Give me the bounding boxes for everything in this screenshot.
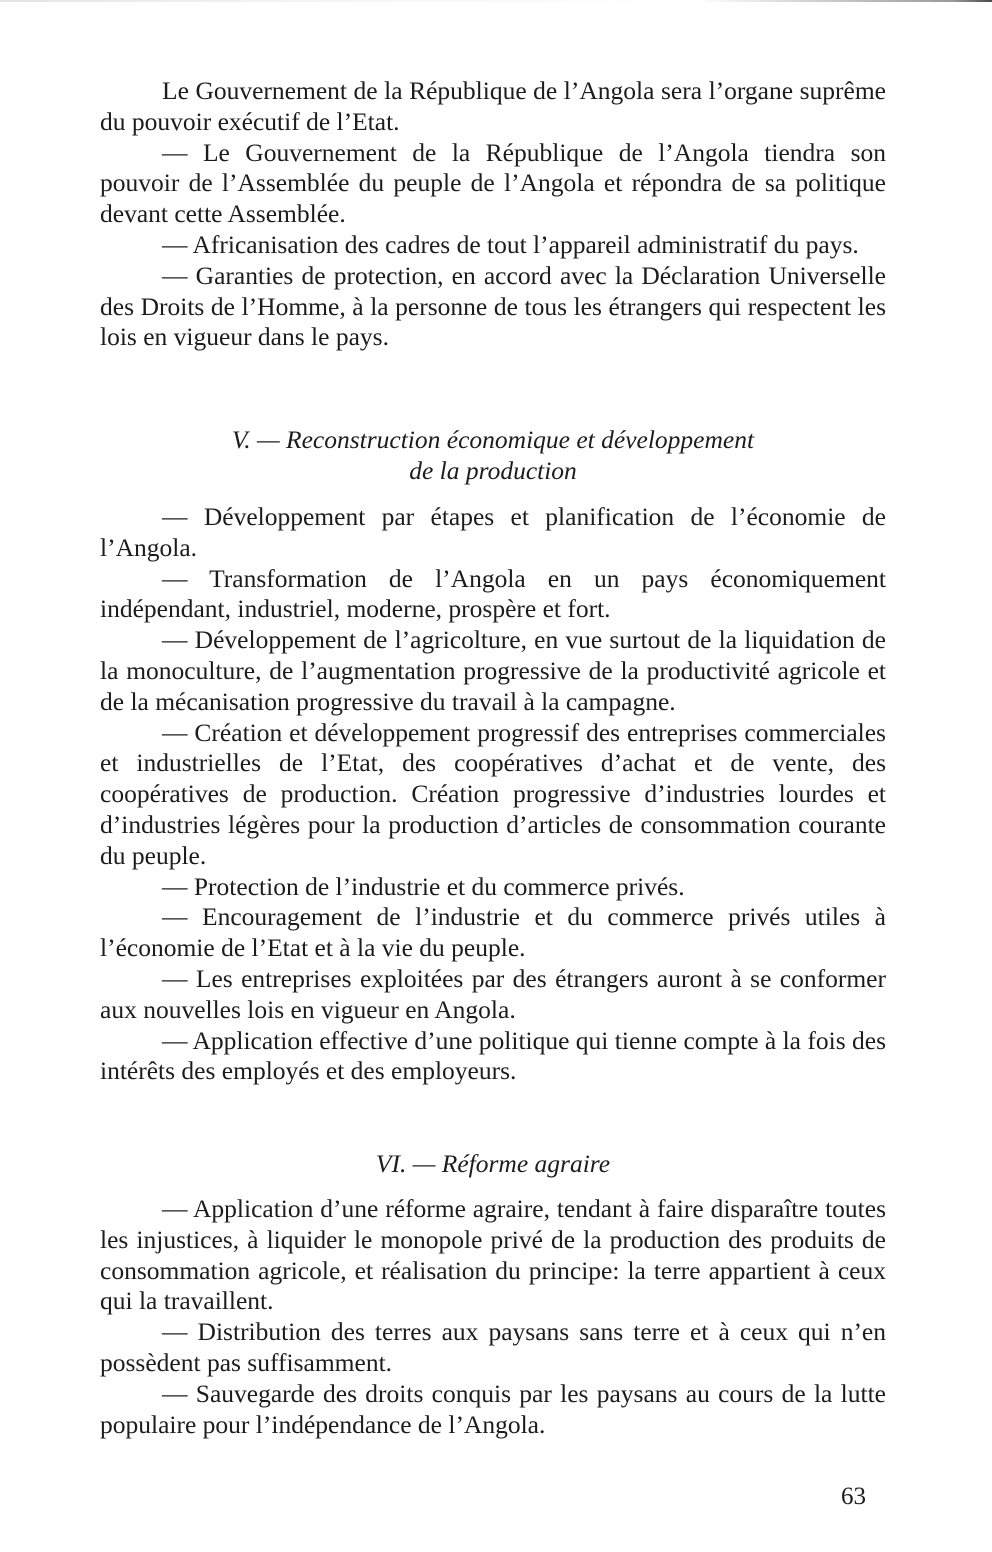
paragraph: — Transformation de l’Angola en un pays économiquement indépendant, industriel, moderne, prospère et fort. [100,563,886,624]
section-vi-heading [100,1148,886,1179]
paragraph: — Sauvegarde des droits conquis par les paysans au cours de la lutte populaire pour l’indépendance de l’Angola. [100,1378,886,1439]
paragraph: — Garanties de protection, en accord avec la Déclaration Universelle des Droits de l’Homme, à la personne de tous les étrangers qui respectent les lois en vigueur dans le pays. [100,260,886,352]
section-vi-heading-text: VI. — Réforme agraire [375,1149,611,1178]
paragraph: — Les entreprises exploitées par des étrangers auront à se conformer aux nouvelles lois en vigueur en Angola. [100,963,886,1024]
page-number: 63 [841,1483,866,1510]
paragraph: — Création et développement progressif des entreprises commerciales et industrielles de l’Etat, des coopératives d’achat et de vente, des coopératives de production. Création progressive d’industries lourdes et d’industries légères pour la production d’articles de consommation courante du peuple. [100,717,886,870]
paragraph: — Développement par étapes et planification de l’économie de l’Angola. [100,502,886,562]
paragraph: — Application d’une réforme agraire, tendant à faire disparaître toutes les injustices, à liquider le monopole privé de la production des produits de consommation agricole, et réalisation du principe: la terre appartient à ceux qui la travaillent. [100,1194,886,1316]
paragraph: — Application effective d’une politique qui tienne compte à la fois des intérêts des employés et des employeurs. [100,1025,886,1086]
section-v-heading-line1: V. — Reconstruction économique et développement [231,425,755,454]
section-vi-body [100,1194,886,1440]
paragraph: — Le Gouvernement de la République de l’Angola tiendra son pouvoir de l’Assemblée du peuple de l’Angola et répondra de sa politique devant cette Assemblée. [100,137,886,229]
section-v-heading-line2: de la production [409,456,577,485]
scan-edge [0,0,992,2]
paragraph: — Développement de l’agricolture, en vue surtout de la liquidation de la monoculture, de l’augmentation progressive de la productivité agricole et de la mécanisation progressive du travail à la campagne. [100,625,886,716]
section-v-body [100,502,886,1087]
intro-section [100,76,886,353]
section-v-heading [100,424,886,486]
paragraph: — Distribution des terres aux paysans sans terre et à ceux qui n’en possèdent pas suffisamment. [100,1317,886,1377]
paragraph: — Encouragement de l’industrie et du commerce privés utiles à l’économie de l’Etat et à la vie du peuple. [100,902,886,963]
paragraph: — Protection de l’industrie et du commerce privés. [162,871,685,901]
paragraph: Le Gouvernement de la République de l’Angola sera l’organe suprême du pouvoir exécutif de l’Etat. [100,76,886,136]
paragraph: — Africanisation des cadres de tout l’appareil administratif du pays. [162,229,859,259]
